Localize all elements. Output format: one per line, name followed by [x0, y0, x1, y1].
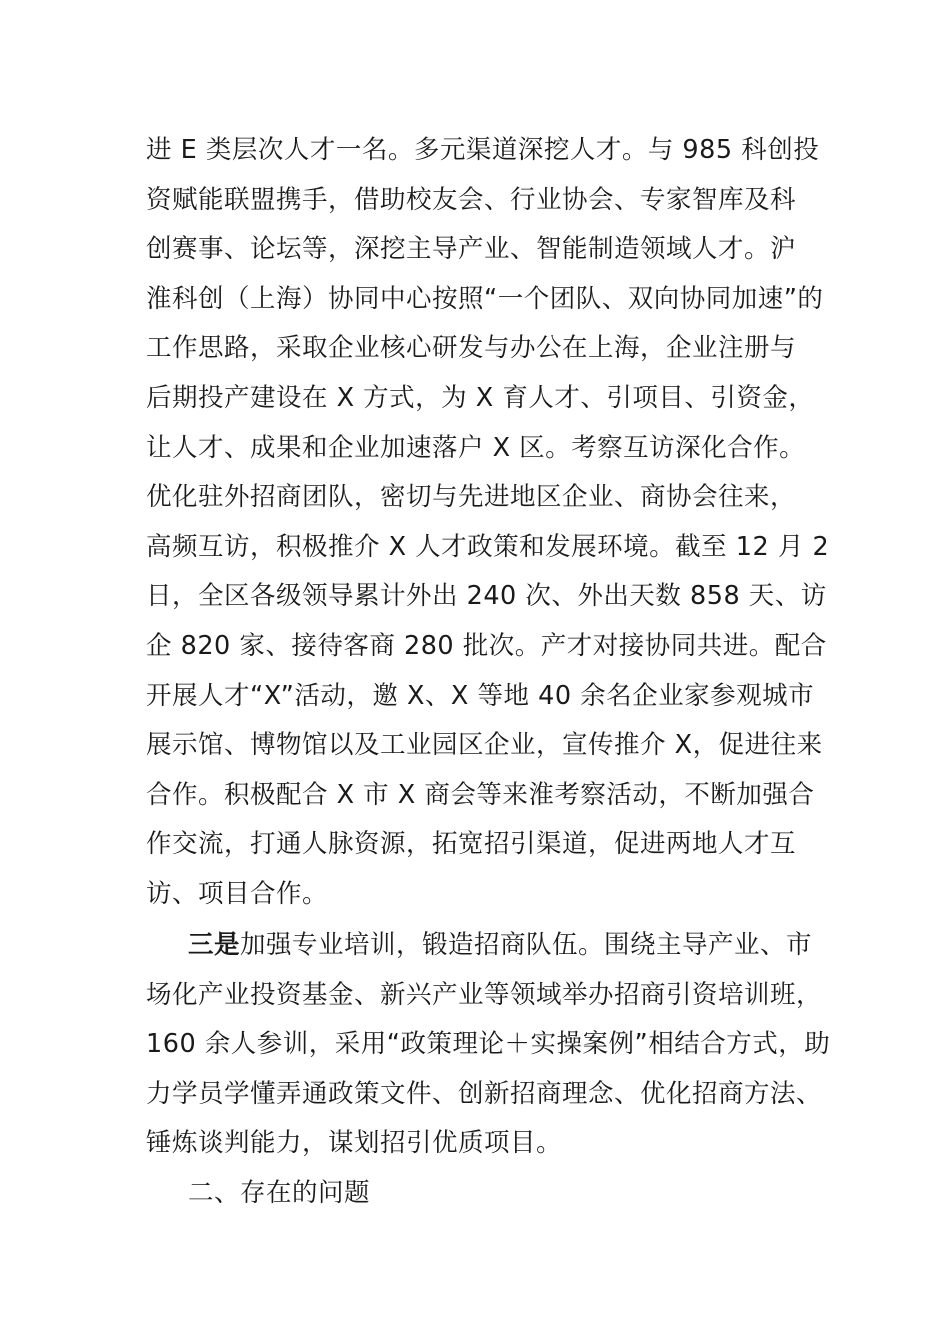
section-heading: 二、存在的问题 [188, 1178, 371, 1208]
text-line: 资赋能联盟携手，借助校友会、行业协会、专家智库及科 [146, 184, 797, 215]
text-line: 工作思路，采取企业核心研发与办公在上海，企业注册与 [146, 333, 797, 364]
text-line: 力学员学懂弄通政策文件、创新招商理念、优化招商方法、 [146, 1078, 823, 1109]
text-line [146, 921, 813, 971]
text-line: 作交流，打通人脉资源，拓宽招引渠道，促进两地人才互 [146, 829, 797, 860]
paragraph-lead-bold: 三是 [188, 930, 241, 960]
section-block [146, 1169, 810, 1219]
paragraph-talent-recruitment [146, 126, 830, 920]
text-line: 高频互访，积极推介 X 人才政策和发展环境。截至 12 月 2 [146, 531, 830, 562]
text-line: 后期投产建设在 X 方式，为 X 育人才、引项目、引资金， [146, 382, 815, 413]
text-line: 企 820 家、接待客商 280 批次。产才对接协同共进。配合 [146, 630, 827, 661]
text-line: 淮科创（上海）协同中心按照“一个团队、双向协同加速”的 [146, 283, 824, 314]
text-line: 展示馆、博物馆以及工业园区企业，宣传推介 X，促进往来 [146, 730, 823, 761]
text-line: 160 余人参训，采用“政策理论＋实操案例”相结合方式，助 [146, 1029, 831, 1060]
text-line: 优化驻外招商团队，密切与先进地区企业、商协会往来， [146, 482, 797, 513]
text-line: 日，全区各级领导累计外出 240 次、外出天数 858 天、访 [146, 581, 827, 612]
paragraph-training [146, 921, 831, 1169]
text-line: 锤炼谈判能力，谋划招引优质项目。 [146, 1128, 563, 1159]
text-line: 场化产业投资基金、新兴产业等领域举办招商引资培训班， [146, 979, 823, 1010]
paragraph-first-line: 加强专业培训，锻造招商队伍。围绕主导产业、市 [240, 930, 813, 960]
text-line: 访、项目合作。 [146, 878, 329, 909]
text-line: 开展人才“X”活动，邀 X、X 等地 40 余名企业家参观城市 [146, 680, 815, 711]
text-line: 让人才、成果和企业加速落户 X 区。考察互访深化合作。 [146, 432, 806, 463]
text-line: 进 E 类层次人才一名。多元渠道深挖人才。与 985 科创投 [146, 135, 820, 165]
text-line: 合作。积极配合 X 市 X 商会等来淮考察活动，不断加强合 [146, 779, 815, 810]
text-line: 创赛事、论坛等，深挖主导产业、智能制造领域人才。沪 [146, 234, 797, 265]
